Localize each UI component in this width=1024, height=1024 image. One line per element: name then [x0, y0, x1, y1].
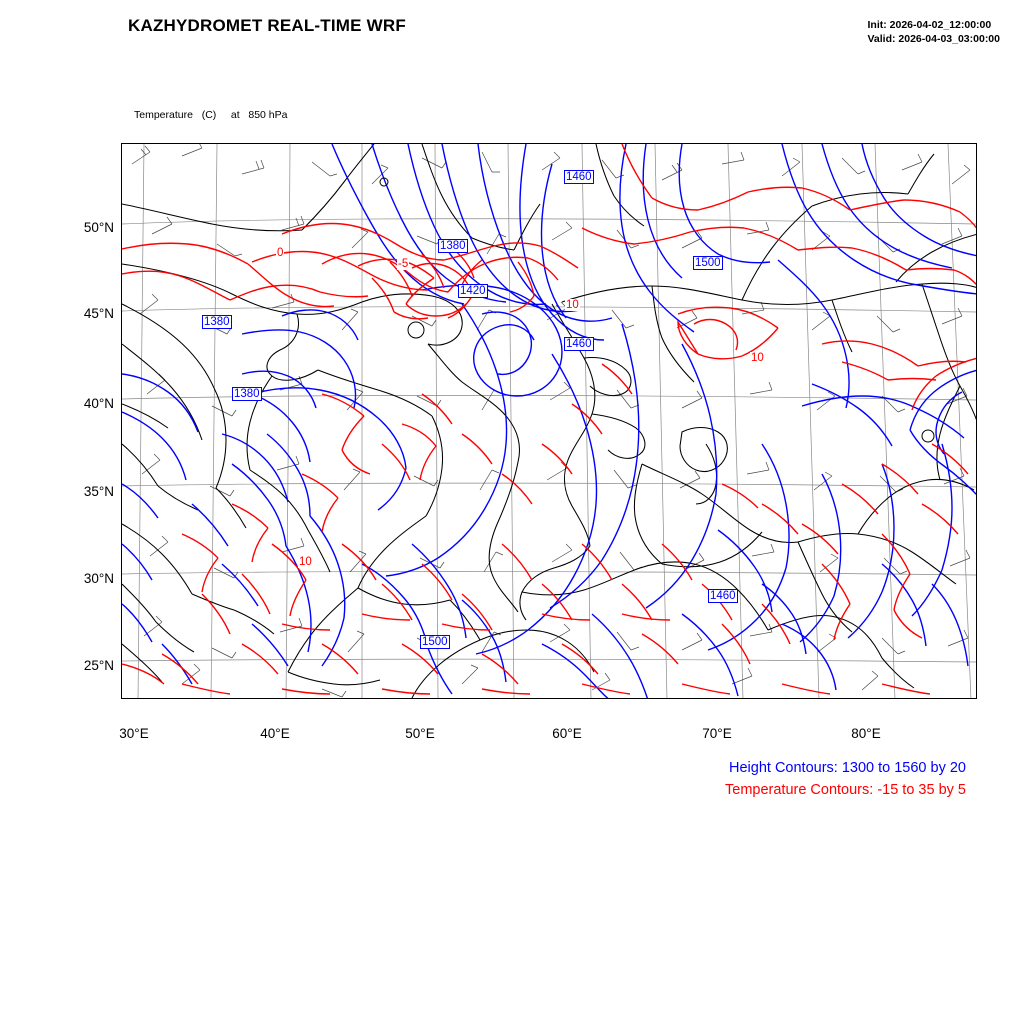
- lat-label-40n: 40°N: [83, 396, 114, 411]
- model-run-info: [867, 18, 1000, 46]
- height-label-1460-southeast: 1460: [710, 590, 736, 602]
- temp-label-10-north: 10: [566, 299, 579, 311]
- height-label-1500-northeast: 1500: [695, 257, 721, 269]
- lon-label-80e: 80°E: [851, 726, 881, 741]
- height-label-1500-south: 1500: [422, 636, 448, 648]
- lat-label-35n: 35°N: [83, 484, 114, 499]
- legend-temperature-contours: Temperature Contours: -15 to 35 by 5: [725, 782, 966, 798]
- lon-label-70e: 70°E: [702, 726, 732, 741]
- lon-label-40e: 40°E: [260, 726, 290, 741]
- lon-label-60e: 60°E: [552, 726, 582, 741]
- coastlines-borders: [122, 144, 977, 698]
- height-label-1460-east: 1460: [566, 338, 592, 350]
- height-label-1380-central: 1380: [440, 240, 466, 252]
- lon-label-50e: 50°E: [405, 726, 435, 741]
- temp-label-minus5: -5: [398, 258, 409, 270]
- lat-label-30n: 30°N: [83, 571, 114, 586]
- legend-height-contours: Height Contours: 1300 to 1560 by 20: [729, 760, 966, 776]
- temp-label-0: 0: [277, 247, 284, 259]
- height-label-1380-southwest: 1380: [234, 388, 260, 400]
- map-graphics: [122, 144, 977, 699]
- lon-label-30e: 30°E: [119, 726, 149, 741]
- height-label-1380-west: 1380: [204, 316, 230, 328]
- lat-label-45n: 45°N: [83, 306, 114, 321]
- temp-label-10-east: 10: [751, 352, 764, 364]
- lat-label-50n: 50°N: [83, 220, 114, 235]
- contour-legend: [725, 757, 966, 801]
- field-temperature: Temperature (C) at 850 hPa: [134, 109, 288, 121]
- init-time: Init: 2026-04-02_12:00:00: [867, 19, 992, 31]
- page-title: KAZHYDROMET REAL-TIME WRF: [128, 16, 406, 35]
- height-label-1420: 1420: [460, 285, 486, 297]
- valid-time: Valid: 2026-04-03_03:00:00: [867, 33, 1000, 45]
- map-plot-area[interactable]: [121, 143, 977, 699]
- temp-label-10-southwest: 10: [299, 556, 312, 568]
- lat-label-25n: 25°N: [83, 658, 114, 673]
- height-label-1460-north: 1460: [566, 171, 592, 183]
